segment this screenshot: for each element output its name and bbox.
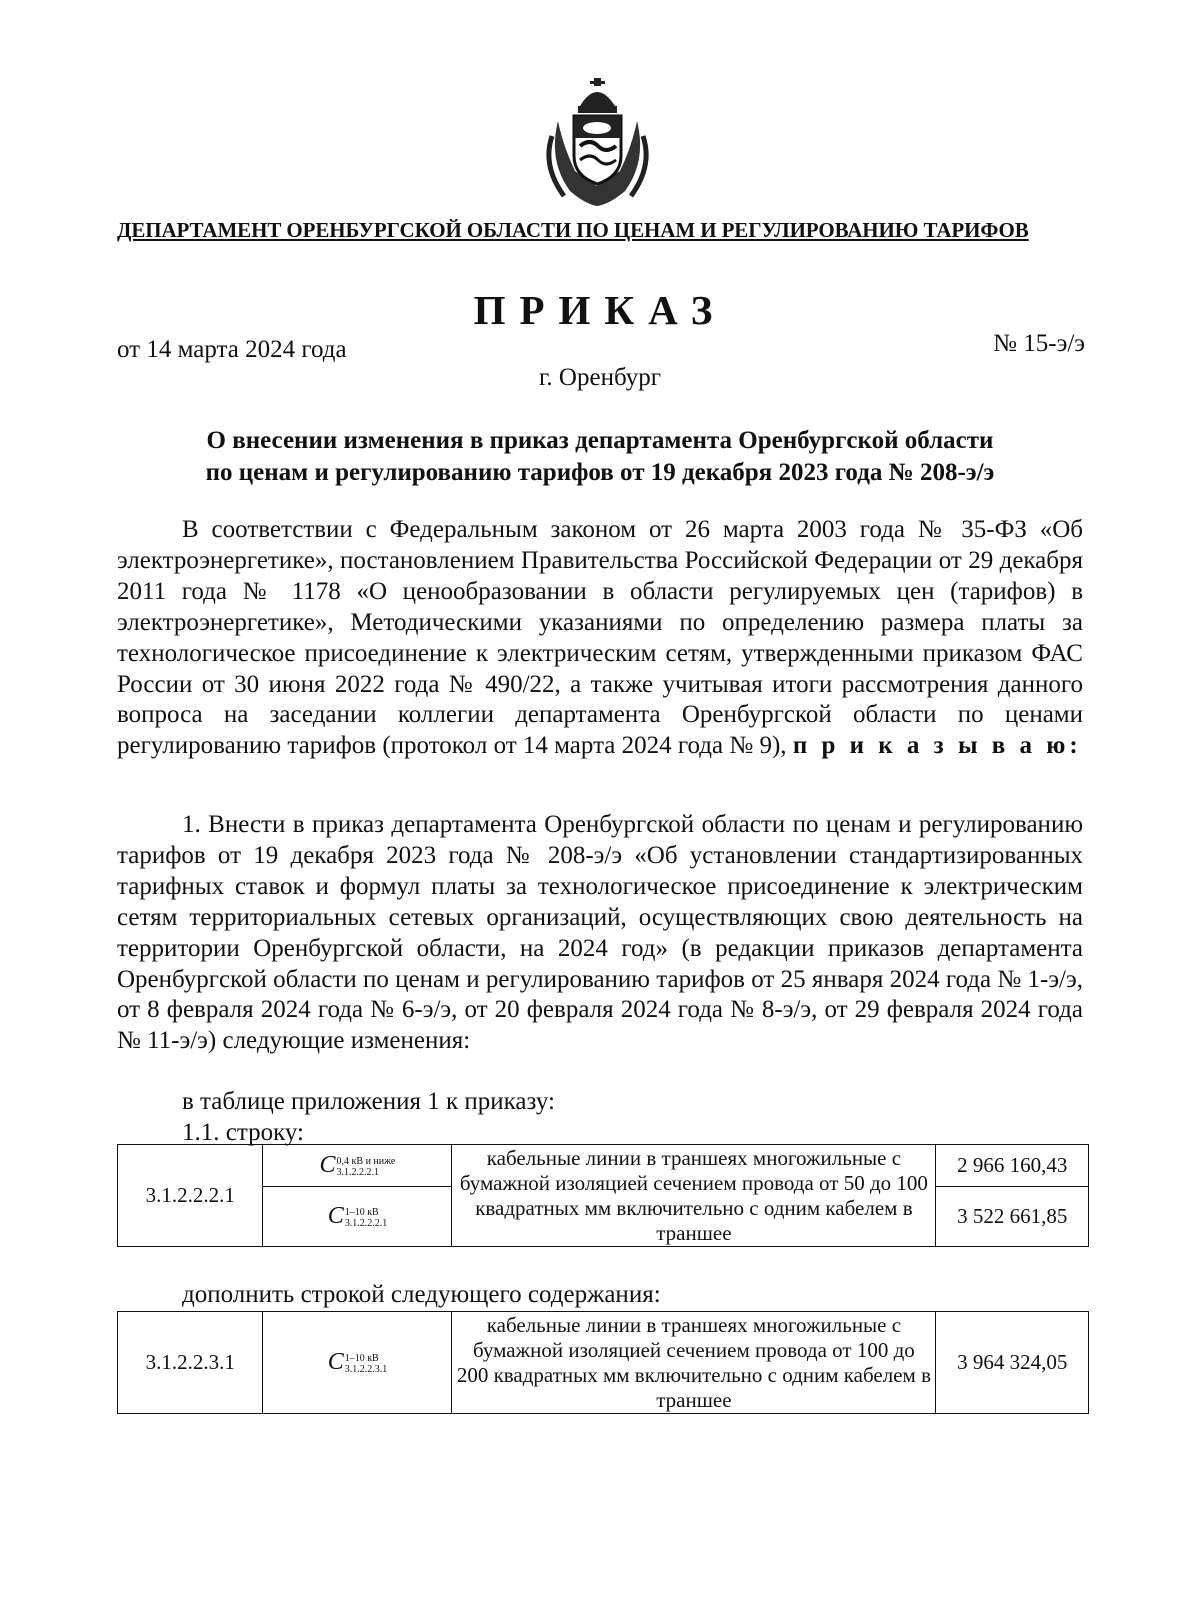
department-name: ДЕПАРТАМЕНТ ОРЕНБУРГСКОЙ ОБЛАСТИ ПО ЦЕНАМ И РЕГУЛИРОВАНИЮ ТАРИФОВ [117, 218, 1029, 242]
table-row [118, 1145, 1089, 1187]
preamble-text: В соответствии с Федеральным законом от 26 марта 2003 года № 35-ФЗ «Об электроэнергетике», постановлением Правительства Российской Федерации от 29 декабря 2011 года № 1178 «О ценообразовании в области регулируемых цен (тарифов) в электроэнергетике», Методическими указаниями по определению размера платы за технологическое присоединение к электрическим сетям, утвержденными приказом ФАС России от 30 июня 2022 года № 490/22, а также учитывая итоги рассмотрения данного вопроса на заседании коллегии департамента Оренбургской области по ценами регулированию тарифов (протокол от 14 марта 2024 года № 9), [117, 516, 1083, 760]
document-date: от 14 марта 2024 года [117, 336, 347, 363]
document-number: № 15-э/э [993, 330, 1085, 357]
subject-line-2: по ценам и регулированию тарифов от 19 декабря 2023 года № 208-э/э [205, 459, 995, 486]
table-cell-symbol: C 1–10 кВ 3.1.2.2.2.1 [263, 1187, 452, 1247]
in-table-label: в таблице приложения 1 к приказу: [182, 1088, 555, 1115]
document-city: г. Оренбург [539, 364, 661, 391]
coat-of-arms-emblem [540, 76, 655, 211]
table-cell-value: 2 966 160,43 [936, 1145, 1089, 1187]
table-cell-symbol: C 1–10 кВ 3.1.2.2.3.1 [263, 1312, 452, 1414]
table-cell-symbol: C 0,4 кВ и ниже 3.1.2.2.2.1 [263, 1145, 452, 1187]
row-label: 1.1. строку: [182, 1119, 304, 1146]
add-row-label: дополнить строкой следующего содержания: [182, 1281, 661, 1308]
table-cell-code: 3.1.2.2.3.1 [118, 1312, 263, 1414]
preamble-paragraph [117, 515, 1083, 762]
document-subject [150, 425, 1050, 489]
table-cell-description: кабельные линии в траншеях многожильные с бумажной изоляцией сечением провода от 100 до 200 квадратных мм включительно с одним кабелем в траншее [452, 1312, 936, 1414]
item-1-paragraph [117, 810, 1083, 1057]
order-word: п р и к а з ы в а ю: [792, 732, 1082, 760]
table-cell-description: кабельные линии в траншеях многожильные с бумажной изоляцией сечением провода от 50 до 100 квадратных мм включительно с одним кабелем в траншее [452, 1145, 936, 1247]
table-cell-value: 3 964 324,05 [936, 1312, 1089, 1414]
table-cell-value: 3 522 661,85 [936, 1187, 1089, 1247]
item-1-text: 1. Внести в приказ департамента Оренбургской области по ценам и регулированию тарифов от 19 декабря 2023 года № 208-э/э «Об установлении стандартизированных тарифных ставок и формул платы за технологическое присоединение к электрическим сетям территориальных сетевых организаций, осуществляющих свою деятельность на территории Оренбургской области, на 2024 год» (в редакции приказов департамента Оренбургской области по ценам и регулированию тарифов от 25 января 2024 года № 1-э/э, от 8 февраля 2024 года № 6-э/э, от 20 февраля 2024 года № 8-э/э, от 29 февраля 2024 года № 11-э/э) следующие изменения: [117, 811, 1083, 1055]
table-row [118, 1312, 1089, 1414]
tariff-table-new [117, 1311, 1089, 1414]
tariff-table-existing [117, 1144, 1089, 1247]
subject-line-1: О внесении изменения в приказ департамента Оренбургской области [206, 427, 994, 454]
coat-of-arms-icon [540, 76, 655, 211]
document-title: ПРИКАЗ [473, 287, 727, 333]
table-cell-code: 3.1.2.2.2.1 [118, 1145, 263, 1247]
